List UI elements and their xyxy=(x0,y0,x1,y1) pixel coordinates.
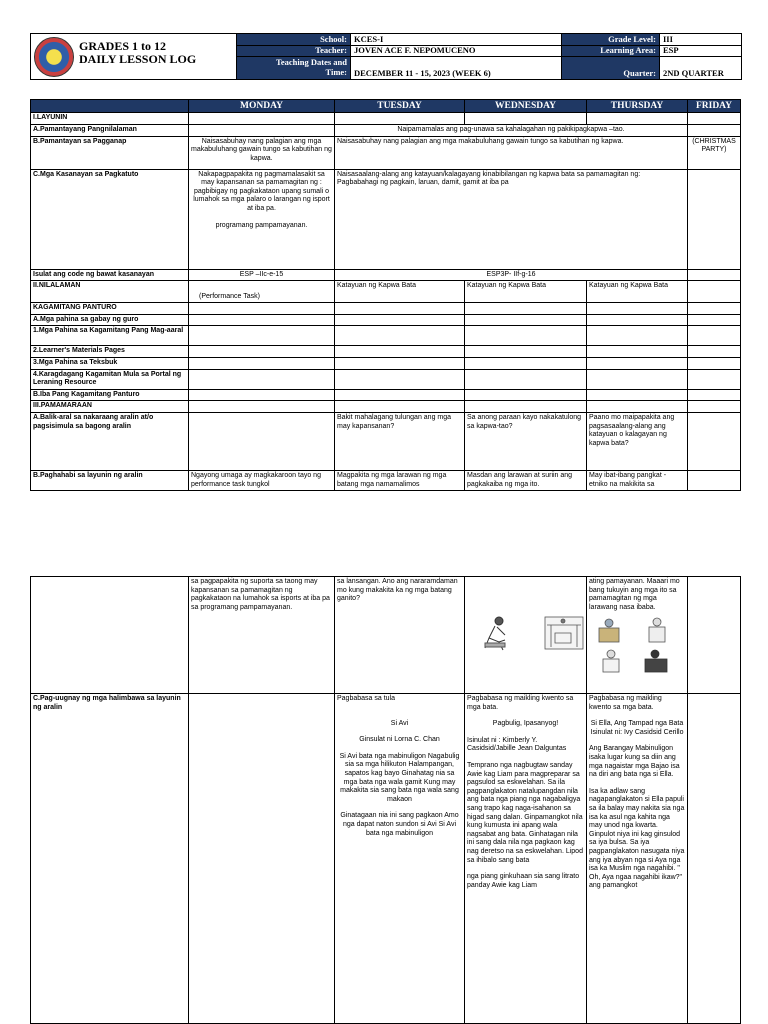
pagganap-monday: Naisasabuhay nang palagian ang mga makabuluhang gawain tungo sa kabutihan ng kapwa. xyxy=(189,136,335,169)
thursday-heading: Pagbabasa ng maikling kwento sa mga bata. xyxy=(589,695,662,711)
day-thursday: THURSDAY xyxy=(587,100,688,113)
wednesday-story-text: Temprano nga nagbugtaw sanday Awie kag Liam para magpreparar sa pagsulod sa eskwelahan. Sa ila pagpanglakaton natalupangdan nila ang bata nga piang nga nagabaligya sang trapo kag naga-isahanon sa higad sang dalan. Ginpamangkot nila kung kumusta ini apang wala nagsabat ang bata. Ginhatagan nila ini sang dala nila nga pagkaon kag nag deretso na sa eskwelahan. Lipod sa ihibalo sang bata xyxy=(467,761,583,864)
paghahabi-wednesday: Masdan ang larawan at suriin ang pagkakaiba ng mga ito. xyxy=(465,470,587,490)
paghahabi-monday: Ngayong umaga ay magkakaroon tayo ng performance task tungkol xyxy=(189,470,335,490)
nilalaman-monday xyxy=(189,281,335,303)
deped-seal-icon xyxy=(34,37,74,77)
ethnic-figure-1 xyxy=(599,619,619,642)
tuesday-poem-stanza-2: Ginatagaan nia ini sang pagkaon Amo nga dapat naton sundon si Avi Si Avi bata nga mabinuligon xyxy=(340,812,459,837)
teacher-label: Teacher: xyxy=(237,45,350,56)
nilalaman-monday-text: (Performance Task) xyxy=(199,292,260,300)
row-label-gabay-guro: A.Mga pahina sa gabay ng guro xyxy=(31,314,189,326)
row-label-pangnilalaman: A.Pamantayang Pangnilalaman xyxy=(31,124,189,136)
title-line-2: DAILY LESSON LOG xyxy=(79,52,197,66)
pag-uugnay-tuesday xyxy=(335,694,465,1024)
ethnic-groups-pictures xyxy=(589,614,683,674)
dates-value: DECEMBER 11 - 15, 2023 (WEEK 6) xyxy=(354,68,491,78)
day-monday: MONDAY xyxy=(189,100,335,113)
teacher-value: JOVEN ACE F. NEPOMUCENO xyxy=(354,45,476,55)
continued-thursday xyxy=(587,577,688,694)
dates-label xyxy=(237,56,350,79)
section-layunin: I.LAYUNIN xyxy=(31,113,189,125)
balik-wednesday: Sa anong paraan kayo nakakatulong sa kapwa-tao? xyxy=(465,412,587,470)
pag-uugnay-wednesday xyxy=(465,694,587,1024)
thursday-story-title: Si Ella, Ang Tampad nga Bata xyxy=(590,720,684,728)
balik-tuesday: Bakit mahalagang tulungan ang mga may kapansanan? xyxy=(335,412,465,470)
area-label: Learning Area: xyxy=(562,45,659,56)
row-label-isulat-code: Isulat ang code ng bawat kasanayan xyxy=(31,269,189,281)
row-label-learners-materials: 2.Learner's Materials Pages xyxy=(31,346,189,358)
code-monday: ESP –IIc-e-15 xyxy=(189,269,335,281)
paghahabi-tuesday: Magpakita ng mga larawan ng mga batang mga namamalimos xyxy=(335,470,465,490)
continued-monday: sa pagpapakita ng suporta sa taong may kapansanan sa pamamagitan ng pagkakataon na lumahok sa isports at iba pa sa programang pampamayanan. xyxy=(189,577,335,694)
corner-cell xyxy=(31,100,189,113)
illustration-wednesday xyxy=(467,613,585,653)
title-line-1: GRADES 1 to 12 xyxy=(79,39,167,53)
pangnilalaman-text: Naipamamalas ang pag-unawa sa kahalagahan ng pakikipagkapwa –tao. xyxy=(335,124,688,136)
continued-wednesday xyxy=(465,577,587,694)
balik-thursday: Paano mo maipapakita ang pagsasaalang-alang ang katayuan o kalagayan ng kapwa bata? xyxy=(587,412,688,470)
thursday-story-text-2: Isa ka adlaw sang nagapanglakaton si Ella papuli sa ila balay may nakita sia nga isa ka asul nga kahita nga may unod nga kwarta. Ginpulot niya ini kag ginsulod sa iya bulsa. Sa iya pagpanglakaton nasugata niya ang iya abyan nga si Aya nga isa ka Muslim nga nagahibi. " Oh, Aya ngaa nagahibi ikaw?" ang pamangkot xyxy=(589,787,685,890)
pagganap-friday: (CHRISTMAS PARTY) xyxy=(688,136,741,169)
school-label: School: xyxy=(237,34,350,45)
continued-tuesday: sa lansangan. Ano ang nararamdaman mo kung makakita ka ng mga batang ganito? xyxy=(335,577,465,694)
ethnic-figure-4 xyxy=(645,650,667,672)
thursday-story-text: Ang Barangay Mabinuligon isaka lugar kung sa diin ang mga nagaistar mga Bajao isa na diri ang bata nga si Ella. xyxy=(589,745,680,779)
stall-picture xyxy=(545,617,583,649)
wednesday-story-text-2: nga piang ginkuhaan sia sang litrato panday Awie kag Liam xyxy=(467,873,580,889)
thursday-story-author: Isinulat ni: Ivy Casidsid Cerillo xyxy=(590,728,684,736)
ethnic-figure-2 xyxy=(649,618,665,642)
row-label-pag-uugnay: C.Pag-uugnay ng mga halimbawa sa layunin ng aralin xyxy=(31,694,189,1024)
row-label-pagganap: B.Pamantayan sa Pagganap xyxy=(31,136,189,169)
paghahabi-thursday: May ibat-ibang pangkat - etniko na makikita sa xyxy=(587,470,688,490)
nilalaman-tuesday: Katayuan ng Kapwa Bata xyxy=(335,281,465,303)
kasanayan-tue-thu xyxy=(335,169,688,269)
row-label-balik-aral: A.Balik-aral sa nakaraang aralin at/o pagsisimula sa bagong aralin xyxy=(31,412,189,470)
continued-thursday-text: ating pamayanan. Maaari mo bang tukuyin ang mga ito sa pamamagitan ng mga larawang nasa ibaba. xyxy=(589,578,680,611)
ethnic-figure-3 xyxy=(603,650,619,672)
kasanayan-tue-thu-text: Naisasaalang-alang ang katayuan/kalagayang kinabibilangan ng kapwa bata sa pamamagitan ng: xyxy=(337,170,641,178)
area-value: ESP xyxy=(663,45,679,55)
grade-value: III xyxy=(663,34,673,44)
row-label-kasanayan: C.Mga Kasanayan sa Pagkatuto xyxy=(31,169,189,269)
tuesday-heading: Pagbabasa sa tula xyxy=(337,695,395,702)
dates-label-line-2: Time: xyxy=(325,67,347,77)
row-label-karagdagang-kagamitan: 4.Karagdagang Kagamitan Mula sa Portal ng Leraning Resource xyxy=(31,369,189,389)
tuesday-poem-stanza-1: Si Avi bata nga mabinuligon Nagabulig sia sa mga hilikuton Halampangan, sapatos kag bayo Ginahatag nia sa mga bata nga wala gamit Kung may makakita sia sang bata nga wala sang makaon xyxy=(339,752,460,803)
lesson-log-table xyxy=(30,99,741,491)
header-box xyxy=(30,33,742,80)
section-nilalaman: II.NILALAMAN xyxy=(31,281,189,303)
day-tuesday: TUESDAY xyxy=(335,100,465,113)
wednesday-heading: Pagbabasa ng maikling kwento sa mga bata. xyxy=(467,695,574,711)
row-label-teksbuk: 3.Mga Pahina sa Teksbuk xyxy=(31,357,189,369)
row-label-paghahabi: B.Paghahabi sa layunin ng aralin xyxy=(31,470,189,490)
kasanayan-monday-text-2: programang pampamayanan. xyxy=(215,221,308,229)
wednesday-story-title: Pagbulig, Ipasanyog! xyxy=(492,720,559,728)
kasanayan-monday-text: Nakapagpapakita ng pagmamalasakit sa may kapansanan sa pamamagitan ng : pagbibigay ng pagkakataon upang sumali o lumahok sa mga palaro o larangan ng isport at iba pa. xyxy=(193,170,330,212)
wednesday-story-author: Isinulat ni : Kimberly Y. Casidsid/Jabille Jean Dalguntas xyxy=(467,736,567,753)
code-tue-thu: ESP3P- IIf-g-16 xyxy=(335,269,688,281)
form-title xyxy=(79,40,196,66)
grade-label: Grade Level: xyxy=(562,34,659,45)
logo-cell xyxy=(31,34,237,79)
tuesday-poem-title: Si Avi xyxy=(390,719,409,727)
quarter-label: Quarter: xyxy=(562,56,659,79)
tuesday-poem-author: Ginsulat ni Lorna C. Chan xyxy=(359,736,440,744)
section-kagamitang-panturo: KAGAMITANG PANTURO xyxy=(31,303,189,315)
boy-sitting-picture xyxy=(485,617,505,650)
quarter-value: 2ND QUARTER xyxy=(663,68,724,78)
day-wednesday: WEDNESDAY xyxy=(465,100,587,113)
day-friday: FRIDAY xyxy=(688,100,741,113)
row-label-iba-pang-kagamitan: B.Iba Pang Kagamitang Panturo xyxy=(31,389,189,401)
row-label-pang-magaaral: 1.Mga Pahina sa Kagamitang Pang Mag-aaral xyxy=(31,326,189,346)
section-pamamaraan: III.PAMAMARAAN xyxy=(31,401,189,413)
nilalaman-thursday: Katayuan ng Kapwa Bata xyxy=(587,281,688,303)
pag-uugnay-thursday xyxy=(587,694,688,1024)
kasanayan-monday xyxy=(189,169,335,269)
kasanayan-tue-thu-text-2: Pagbabahagi ng pagkain, laruan, damit, gamit at iba pa xyxy=(337,179,509,187)
school-value: KCES-I xyxy=(354,34,384,44)
pagganap-tue-thu: Naisasabuhay nang palagian ang mga makabuluhang gawain tungo sa kabutihan ng kapwa. xyxy=(335,136,688,169)
lesson-log-table-continued xyxy=(30,576,741,1024)
dates-label-line-1: Teaching Dates and xyxy=(275,57,347,67)
nilalaman-wednesday: Katayuan ng Kapwa Bata xyxy=(465,281,587,303)
